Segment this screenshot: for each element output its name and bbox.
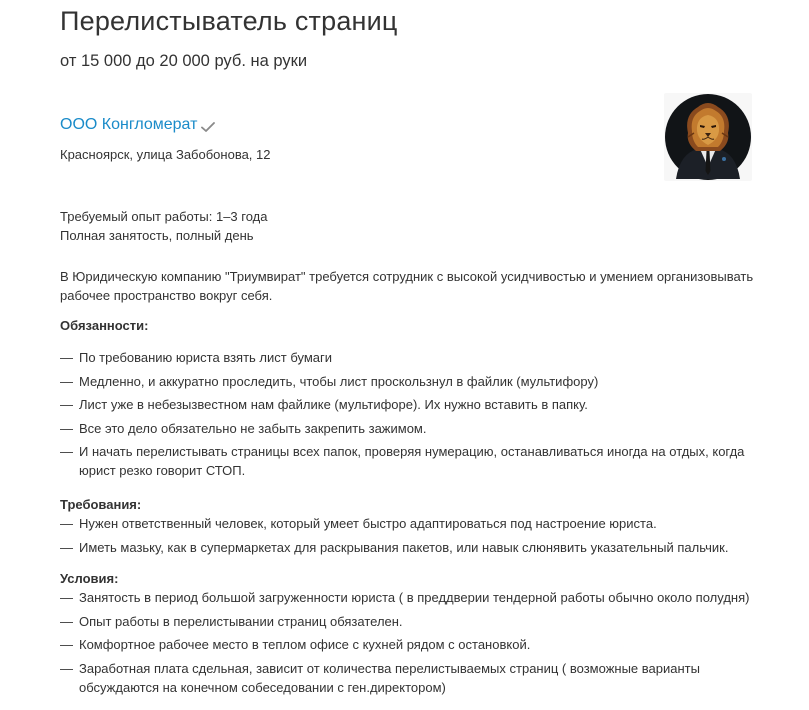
list-item: — Комфортное рабочее место в теплом офисе с кухней рядом с остановкой. <box>60 635 760 654</box>
list-item: — Все это дело обязательно не забыть закрепить зажимом. <box>60 419 760 438</box>
list-item: — Медленно, и аккуратно проследить, чтобы лист проскользнул в файлик (мультифору) <box>60 372 760 391</box>
vacancy-salary: от 15 000 до 20 000 руб. на руки <box>60 52 308 70</box>
employment-type: Полная занятость, полный день <box>60 228 254 243</box>
company-row <box>60 116 216 134</box>
list-item: — Лист уже в небезызвестном нам файлике (мультифоре). Их нужно вставить в папку. <box>60 395 760 414</box>
company-logo[interactable] <box>664 93 752 181</box>
conditions-heading: Условия: <box>60 571 119 586</box>
requirements-heading: Требования: <box>60 497 142 512</box>
job-conditions-summary <box>60 207 268 245</box>
list-item: — Иметь мазьку, как в супермаркетах для раскрывания пакетов, или навык слюнявить указательный пальчик. <box>60 538 760 557</box>
company-name-link[interactable]: ООО Конгломерат <box>60 116 198 133</box>
vacancy-title: Перелистыватель страниц <box>60 6 398 36</box>
vacancy-intro: В Юридическую компанию "Триумвират" требуется сотрудник с высокой усидчивостью и умением организовывать рабочее пространство вокруг себя. <box>60 269 754 303</box>
responsibilities-heading: Обязанности: <box>60 318 149 333</box>
checkmark-icon <box>200 120 216 134</box>
experience-required: Требуемый опыт работы: 1–3 года <box>60 209 268 224</box>
lion-in-suit-logo <box>664 93 752 181</box>
responsibilities-list <box>60 348 760 485</box>
list-item: — Нужен ответственный человек, который умеет быстро адаптироваться под настроение юриста. <box>60 514 760 533</box>
requirements-list <box>60 514 760 561</box>
list-item: — Занятость в период большой загруженности юриста ( в преддверии тендерной работы обычно около полудня) <box>60 588 760 607</box>
list-item: — По требованию юриста взять лист бумаги <box>60 348 760 367</box>
list-item: — И начать перелистывать страницы всех папок, проверяя нумерацию, останавливаться иногда на отдых, когда юрист резко говорит СТОП. <box>60 442 760 480</box>
list-item: — Опыт работы в перелистывании страниц обязателен. <box>60 612 760 631</box>
conditions-list <box>60 588 760 701</box>
company-address: Красноярск, улица Забобонова, 12 <box>60 147 271 162</box>
list-item: — Заработная плата сдельная, зависит от количества перелистываемых страниц ( возможные варианты обсуждаются на конечном собеседовании с ген.директором) <box>60 659 760 697</box>
